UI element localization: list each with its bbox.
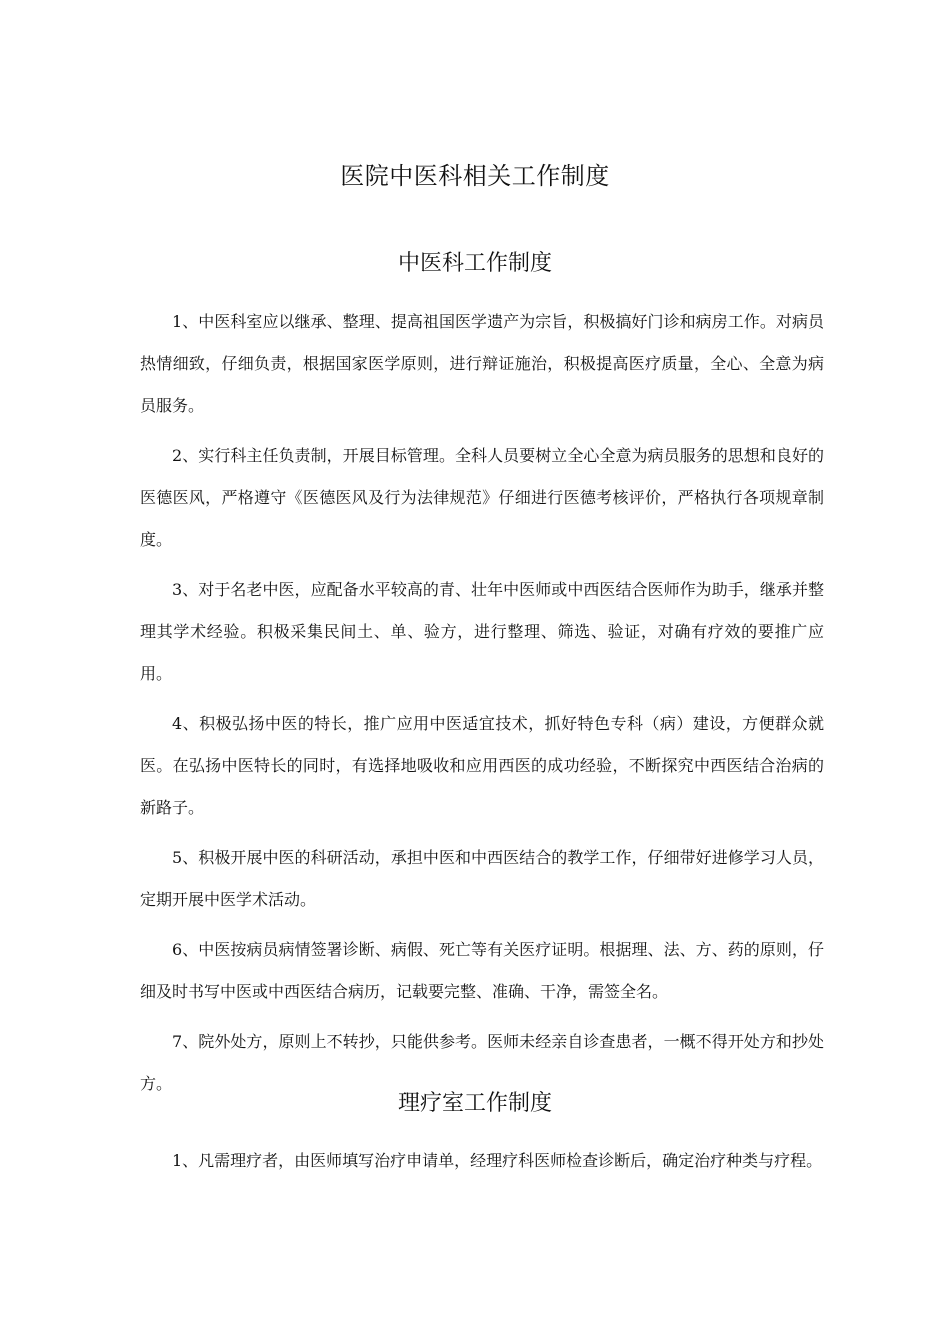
paragraph: 1、中医科室应以继承、整理、提高祖国医学遗产为宗旨，积极搞好门诊和病房工作。对病员热情细致，仔细负责，根据国家医学原则，进行辩证施治，积极提高医疗质量，全心、全意为病员服务。 — [140, 312, 824, 415]
section-body-physiotherapy — [140, 1150, 824, 1180]
section-body-tcm — [140, 301, 824, 1113]
document-title: 医院中医科相关工作制度 — [340, 162, 610, 191]
section-title-tcm: 中医科工作制度 — [397, 251, 552, 277]
paragraph: 7、院外处方，原则上不转抄，只能供参考。医师未经亲自诊查患者，一概不得开处方和抄处方。 — [140, 1032, 824, 1093]
paragraph: 2、实行科主任负责制，开展目标管理。全科人员要树立全心全意为病员服务的思想和良好的医德医风，严格遵守《医德医风及行为法律规范》仔细进行医德考核评价，严格执行各项规章制度。 — [140, 446, 824, 549]
paragraph: 1、凡需理疗者，由医师填写治疗申请单，经理疗科医师检查诊断后，确定治疗种类与疗程。 — [172, 1151, 823, 1170]
paragraph: 3、对于名老中医，应配备水平较高的青、壮年中医师或中西医结合医师作为助手，继承并整理其学术经验。积极采集民间土、单、验方，进行整理、筛选、验证，对确有疗效的要推广应用。 — [140, 580, 824, 683]
paragraph: 5、积极开展中医的科研活动，承担中医和中西医结合的教学工作，仔细带好进修学习人员，定期开展中医学术活动。 — [140, 848, 824, 909]
paragraph: 6、中医按病员病情签署诊断、病假、死亡等有关医疗证明。根据理、法、方、药的原则，仔细及时书写中医或中西医结合病历，记载要完整、准确、干净，需签全名。 — [140, 940, 824, 1001]
paragraph: 4、积极弘扬中医的特长，推广应用中医适宜技术，抓好特色专科（病）建设，方便群众就医。在弘扬中医特长的同时，有选择地吸收和应用西医的成功经验，不断探究中西医结合治病的新路子。 — [140, 714, 824, 817]
section-title-physiotherapy: 理疗室工作制度 — [397, 1091, 552, 1117]
